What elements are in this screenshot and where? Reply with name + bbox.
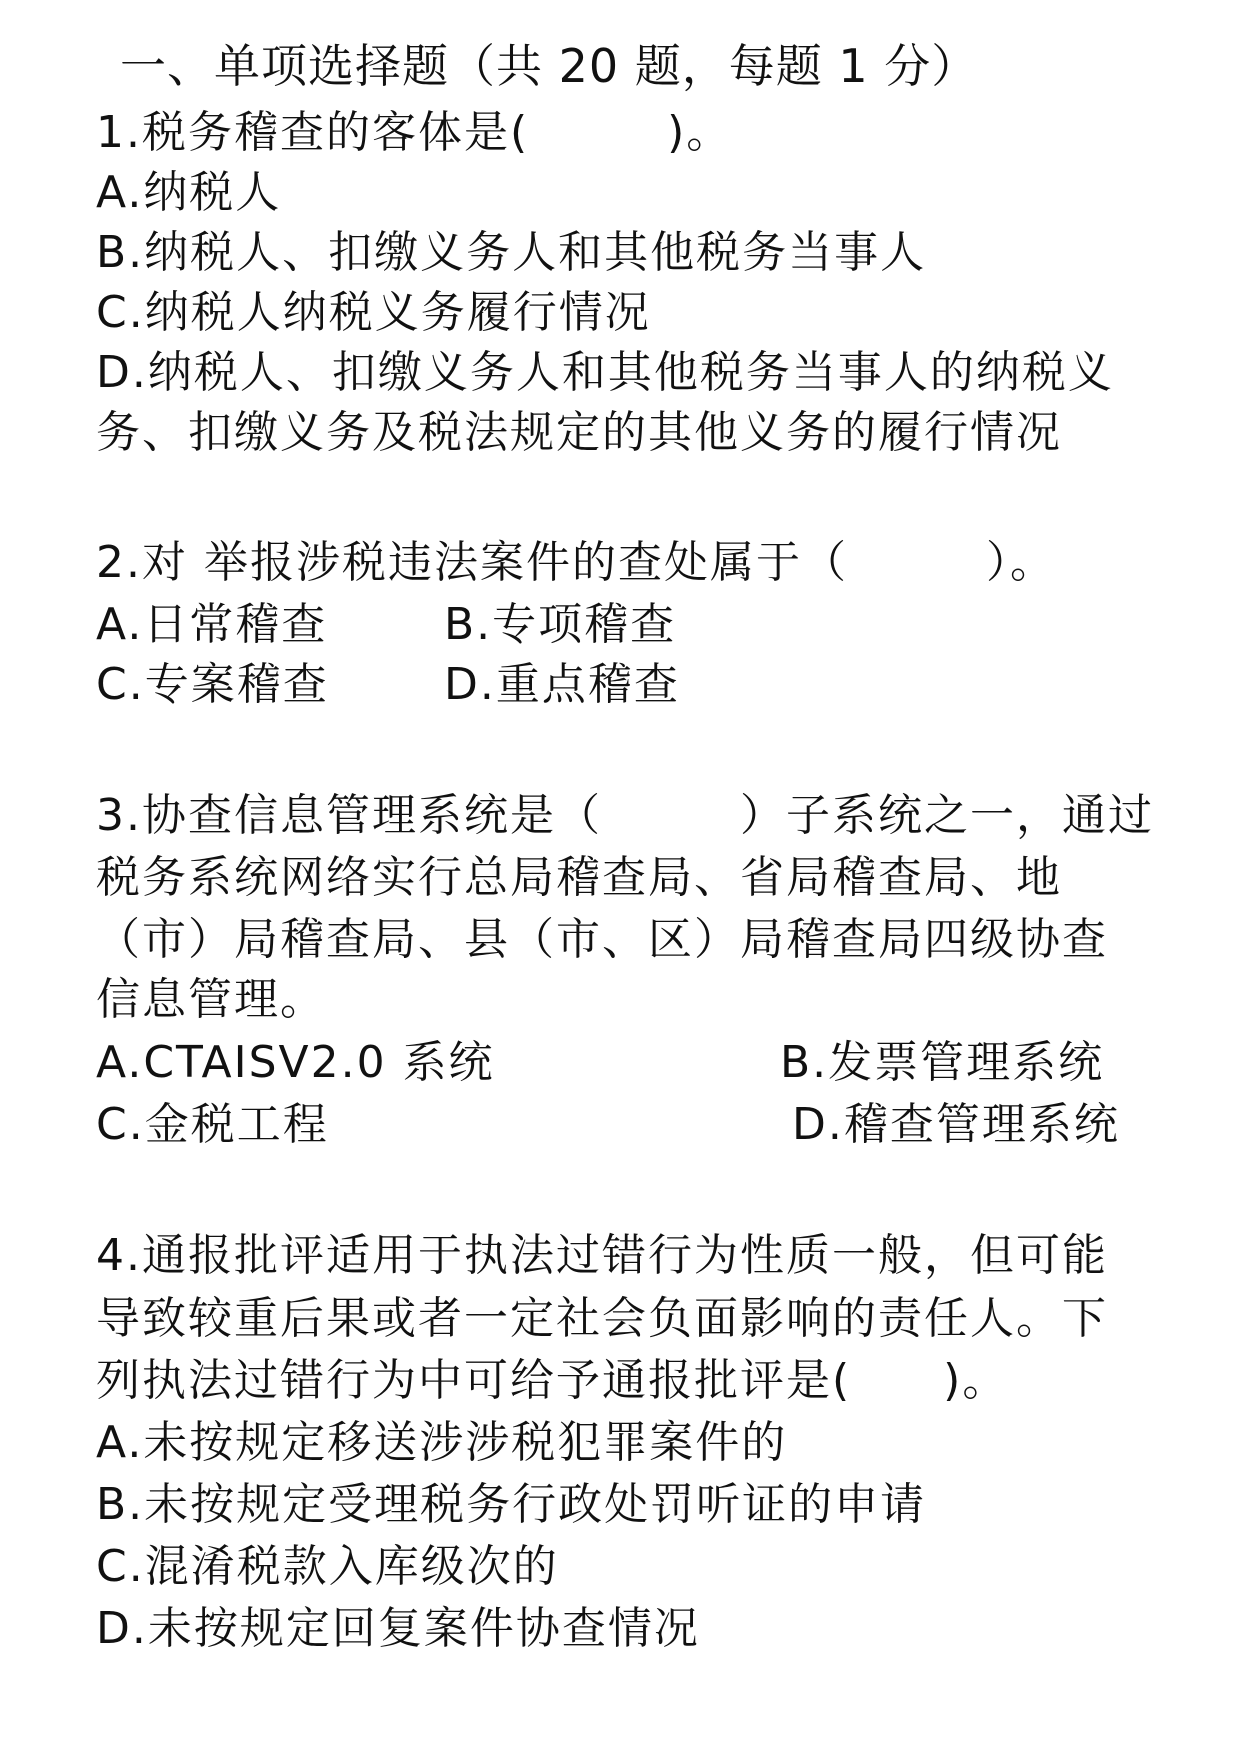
question-2-option-b: B.专项稽查 (444, 599, 677, 650)
question-3-stem-line-1: 3.协查信息管理系统是（ ）子系统之一，通过 (96, 790, 1154, 841)
question-4-stem-line-1: 4.通报批评适用于执法过错行为性质一般，但可能 (96, 1230, 1108, 1281)
question-1-option-b: B.纳税人、扣缴义务人和其他税务当事人 (96, 227, 927, 278)
question-1-option-d-continued: 务、扣缴义务及税法规定的其他义务的履行情况 (96, 407, 1062, 458)
question-3-stem-line-2: 税务系统网络实行总局稽查局、省局稽查局、地 (96, 852, 1062, 903)
question-1-option-c: C.纳税人纳税义务履行情况 (96, 287, 651, 338)
question-1-option-a: A.纳税人 (96, 167, 282, 218)
question-3-stem-line-4: 信息管理。 (96, 974, 326, 1025)
question-2-option-a: A.日常稽查 (96, 599, 328, 650)
question-1-stem: 1.税务稽查的客体是( )。 (96, 107, 733, 158)
question-4-stem-line-2: 导致较重后果或者一定社会负面影响的责任人。下 (96, 1293, 1108, 1344)
question-3-option-b: B.发票管理系统 (780, 1037, 1105, 1088)
question-3-option-d: D.稽查管理系统 (792, 1099, 1120, 1150)
question-2-option-d: D.重点稽查 (444, 659, 680, 710)
question-4-option-a: A.未按规定移送涉涉税犯罪案件的 (96, 1417, 788, 1468)
section-title: 一、单项选择题（共 20 题，每题 1 分） (120, 39, 979, 93)
question-3-option-c: C.金税工程 (96, 1099, 329, 1150)
question-3-stem-line-3: （市）局稽查局、县（市、区）局稽查局四级协查 (96, 914, 1108, 965)
question-4-option-b: B.未按规定受理税务行政处罚听证的申请 (96, 1479, 927, 1530)
question-3-option-a: A.CTAISV2.0 系统 (96, 1037, 495, 1088)
question-1-option-d: D.纳税人、扣缴义务人和其他税务当事人的纳税义 (96, 347, 1114, 398)
question-4-option-c: C.混淆税款入库级次的 (96, 1541, 559, 1592)
question-4-option-d: D.未按规定回复案件协查情况 (96, 1603, 700, 1654)
question-4-stem-line-3: 列执法过错行为中可给予通报批评是( )。 (96, 1355, 1009, 1406)
question-2-option-c: C.专案稽查 (96, 659, 329, 710)
question-2-stem: 2.对 举报涉税违法案件的查处属于（ ）。 (96, 537, 1056, 588)
